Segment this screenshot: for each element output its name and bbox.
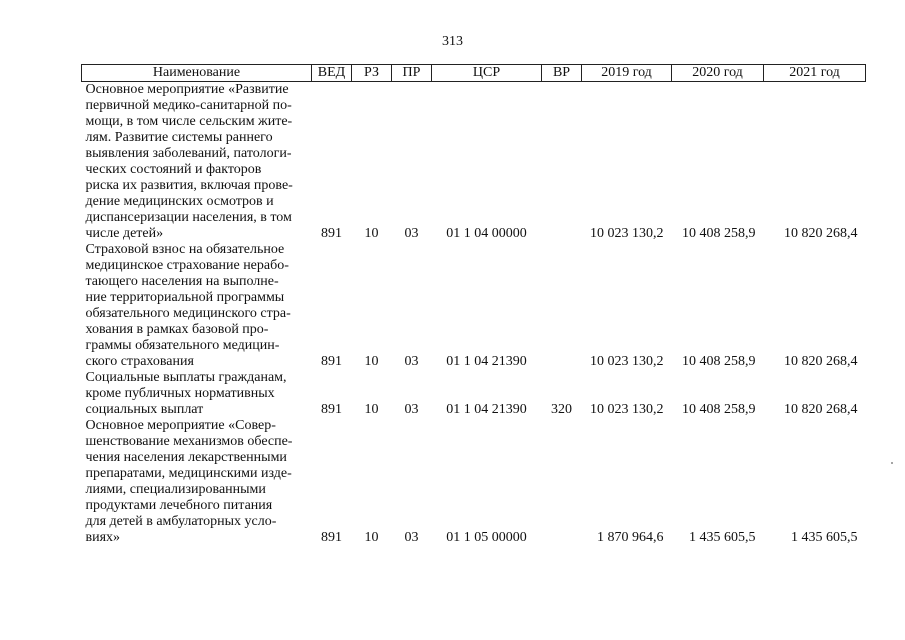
row-2020: 10 408 258,9 (682, 354, 756, 369)
row-name-line: хования в рамках базовой про- (85, 322, 269, 337)
table-row (82, 82, 866, 243)
row-2021: 10 820 268,4 (784, 354, 858, 369)
row-name-line: тающего населения на выполне- (85, 274, 279, 289)
row-name-line: социальных выплат (85, 402, 204, 417)
row-name-line: лям. Развитие системы раннего (85, 130, 273, 145)
header-ved: ВЕД (312, 65, 352, 82)
row-csr: 01 1 04 00000 (446, 226, 527, 241)
scan-speck (891, 462, 893, 464)
table-header-row (82, 65, 866, 82)
row-2019: 10 023 130,2 (590, 402, 664, 417)
row-name-line: дение медицинских осмотров и (85, 194, 274, 209)
row-2020: 10 408 258,9 (682, 226, 756, 241)
row-ved: 891 (321, 226, 342, 241)
row-name-line: Основное мероприятие «Развитие (85, 82, 289, 97)
row-name-line: препаратами, медицинскими изде- (85, 466, 292, 481)
row-ved: 891 (321, 354, 342, 369)
header-rz: РЗ (352, 65, 392, 82)
table-body (82, 82, 866, 547)
row-name (82, 82, 312, 243)
row-rz: 10 (364, 402, 379, 417)
row-name-line: ского страхования (85, 354, 194, 369)
row-name-line: мощи, в том числе сельским жите- (85, 114, 293, 129)
table-row (82, 418, 866, 546)
row-name-line: выявления заболеваний, патологи- (85, 146, 292, 161)
row-pr: 03 (404, 354, 419, 369)
row-name (82, 418, 312, 546)
row-vr (542, 242, 582, 370)
header-2019: 2019 год (582, 65, 672, 82)
row-2019: 10 023 130,2 (590, 226, 664, 241)
page-number: 313 (442, 34, 463, 49)
row-vr (542, 82, 582, 243)
row-name-line: продуктами лечебного питания (85, 498, 273, 513)
row-name-line: виях» (85, 530, 121, 545)
row-name-line: медицинское страхование нерабо- (85, 258, 289, 273)
table-row (82, 242, 866, 370)
row-name-line: шенствование механизмов обеспе- (85, 434, 293, 449)
row-2020: 1 435 605,5 (689, 530, 756, 545)
header-csr: ЦСР (432, 65, 542, 82)
row-csr: 01 1 04 21390 (446, 402, 527, 417)
header-name: Наименование (82, 65, 312, 82)
row-2020: 10 408 258,9 (682, 402, 756, 417)
row-name-line: для детей в амбулаторных усло- (85, 514, 277, 529)
row-rz: 10 (364, 530, 379, 545)
row-name-line: Основное мероприятие «Совер- (85, 418, 276, 433)
table-row (82, 370, 866, 418)
row-name-line: Страховой взнос на обязательное (85, 242, 285, 257)
row-rz: 10 (364, 226, 379, 241)
row-ved: 891 (321, 530, 342, 545)
row-2021: 10 820 268,4 (784, 402, 858, 417)
row-csr: 01 1 04 21390 (446, 354, 527, 369)
row-name-line: граммы обязательного медицин- (85, 338, 280, 353)
row-2019: 10 023 130,2 (590, 354, 664, 369)
row-2019: 1 870 964,6 (597, 530, 664, 545)
row-pr: 03 (404, 402, 419, 417)
row-vr (542, 418, 582, 546)
row-name (82, 370, 312, 418)
header-vr: ВР (542, 65, 582, 82)
row-2021: 10 820 268,4 (784, 226, 858, 241)
row-vr: 320 (551, 402, 572, 417)
header-2021: 2021 год (764, 65, 866, 82)
budget-table (81, 64, 866, 546)
row-name-line: чения населения лекарственными (85, 450, 287, 465)
row-rz: 10 (364, 354, 379, 369)
row-name-line: обязательного медицинского стра- (85, 306, 291, 321)
row-name-line: Социальные выплаты гражданам, (85, 370, 287, 385)
row-pr: 03 (404, 530, 419, 545)
row-name-line: риска их развития, включая прове- (85, 178, 293, 193)
row-2021: 1 435 605,5 (791, 530, 858, 545)
row-name-line: кроме публичных нормативных (85, 386, 275, 401)
row-name (82, 242, 312, 370)
row-pr: 03 (404, 226, 419, 241)
row-name-line: числе детей» (85, 226, 164, 241)
row-name-line: лиями, специализированными (85, 482, 266, 497)
header-pr: ПР (392, 65, 432, 82)
row-name-line: первичной медико-санитарной по- (85, 98, 292, 113)
row-name-line: ческих состояний и факторов (85, 162, 262, 177)
row-name-line: ние территориальной программы (85, 290, 285, 305)
row-ved: 891 (321, 402, 342, 417)
row-csr: 01 1 05 00000 (446, 530, 527, 545)
header-2020: 2020 год (672, 65, 764, 82)
row-name-line: диспансеризации населения, в том (85, 210, 292, 225)
